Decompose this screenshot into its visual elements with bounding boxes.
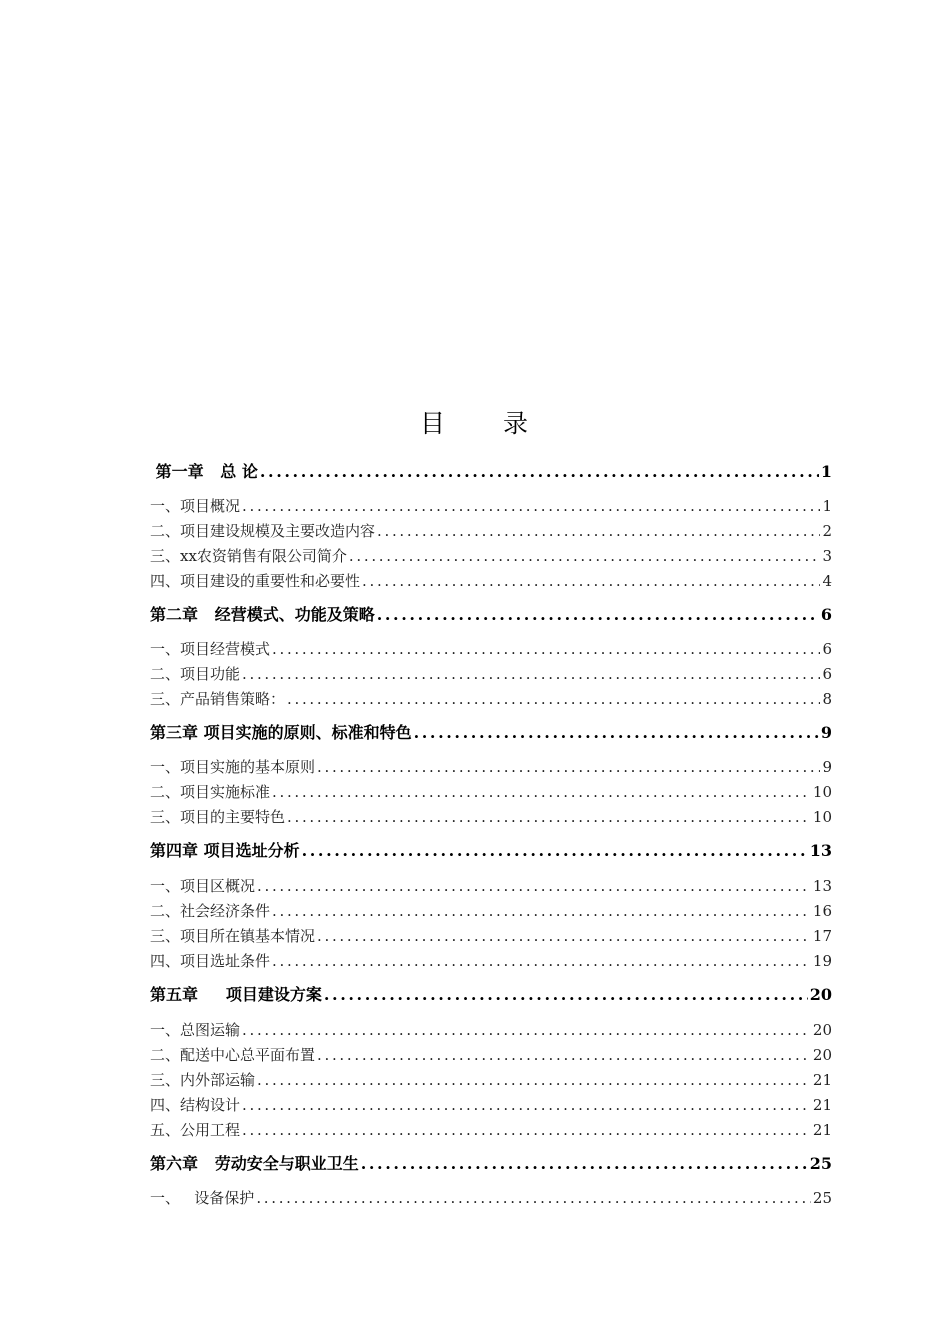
toc-leader-dots [287,687,820,711]
toc-entry-label: 一、项目实施的基本原则 [150,758,316,776]
toc-title-part2: 录 [503,409,531,438]
toc-page-number: 1 [820,462,832,481]
toc-title-part1: 目 [419,409,447,438]
toc-section-entry[interactable] [150,1068,832,1092]
toc-section-entry[interactable] [150,755,832,779]
toc-section-entry[interactable] [150,569,832,593]
toc-entry-label: 二、配送中心总平面布置 [150,1046,316,1064]
toc-leader-dots [242,662,820,686]
toc-page-number: 20 [812,1046,832,1064]
toc-entry-label: 三、xx农资销售有限公司简介 [150,547,347,565]
toc-leader-dots [272,899,811,923]
toc-entry-label: 一、 设备保护 [150,1189,255,1207]
toc-section-entry[interactable] [150,1043,832,1067]
toc-entry-label: 第六章 劳动安全与职业卫生 [150,1154,359,1173]
toc-leader-dots [272,637,820,661]
toc-section-entry[interactable] [150,1018,832,1042]
toc-entry-label: 四、项目建设的重要性和必要性 [150,572,361,590]
toc-leader-dots [414,721,819,745]
toc-section-entry[interactable] [150,805,832,829]
toc-entry-label: 一、项目区概况 [150,877,256,895]
toc-chapter-entry[interactable] [150,839,832,863]
toc-page-number: 20 [809,985,832,1004]
toc-entry-label: 第一章 总 论 [150,462,258,481]
toc-page-number: 6 [822,640,832,658]
toc-entry-label: 第三章 项目实施的原则、标准和特色 [150,723,412,742]
toc-page-number: 9 [820,723,832,742]
toc-entry-label: 二、社会经济条件 [150,902,271,920]
toc-leader-dots [242,1093,811,1117]
toc-page-number: 13 [812,877,832,895]
toc-entry-label: 三、项目的主要特色 [150,808,286,826]
toc-leader-dots [317,755,820,779]
toc-leader-dots [242,1118,811,1142]
toc-leader-dots [242,494,820,518]
toc-page-number: 16 [812,902,832,920]
toc-entry-label: 一、总图运输 [150,1021,241,1039]
toc-leader-dots [349,544,821,568]
toc-leader-dots [272,949,811,973]
toc-entry-label: 第二章 经营模式、功能及策略 [150,605,375,624]
toc-leader-dots [257,874,811,898]
toc-section-entry[interactable] [150,1093,832,1117]
toc-page-number: 6 [822,665,832,683]
toc-page-number: 19 [812,952,832,970]
toc-entry-label: 五、公用工程 [150,1121,241,1139]
toc-chapter-entry[interactable] [150,603,832,627]
toc-leader-dots [242,1018,811,1042]
toc-page-number: 3 [822,547,832,565]
toc-page-number: 25 [812,1189,832,1207]
toc-leader-dots [272,780,811,804]
toc-entry-label: 二、项目建设规模及主要改造内容 [150,522,376,540]
toc-page-number: 10 [812,783,832,801]
toc-page-number: 6 [820,605,832,624]
toc-entry-label: 一、项目经营模式 [150,640,271,658]
toc-section-entry[interactable] [150,1118,832,1142]
toc-leader-dots [302,839,808,863]
toc-entry-label: 二、项目功能 [150,665,241,683]
toc-leader-dots [317,924,811,948]
toc-section-entry[interactable] [150,924,832,948]
toc-page-number: 8 [822,690,832,708]
toc-chapter-entry[interactable] [150,460,832,484]
toc-page-number: 25 [809,1154,832,1173]
toc-leader-dots [287,805,811,829]
toc-entry-label: 四、结构设计 [150,1096,241,1114]
toc-chapter-entry[interactable] [150,721,832,745]
toc-title [0,404,950,440]
toc-section-entry[interactable] [150,519,832,543]
toc-section-entry[interactable] [150,662,832,686]
toc-entry-label: 第五章 项目建设方案 [150,985,322,1004]
toc-entry-label: 三、内外部运输 [150,1071,256,1089]
toc-section-entry[interactable] [150,494,832,518]
toc-entry-label: 三、项目所在镇基本情况 [150,927,316,945]
toc-page-number: 1 [822,497,832,515]
toc-leader-dots [317,1043,811,1067]
toc-leader-dots [362,569,820,593]
toc-page-number: 13 [809,841,832,860]
toc-chapter-entry[interactable] [150,1152,832,1176]
toc-chapter-entry[interactable] [150,983,832,1007]
toc-page-number: 17 [812,927,832,945]
toc-page-number: 2 [822,522,832,540]
toc-page-number: 21 [812,1121,832,1139]
toc-entry-label: 二、项目实施标准 [150,783,271,801]
toc-section-entry[interactable] [150,687,832,711]
toc-page-number: 20 [812,1021,832,1039]
toc-leader-dots [260,460,819,484]
toc-page-number: 4 [822,572,832,590]
toc-leader-dots [377,603,819,627]
toc-leader-dots [257,1068,811,1092]
toc-section-entry[interactable] [150,637,832,661]
toc-entry-label: 四、项目选址条件 [150,952,271,970]
toc-section-entry[interactable] [150,544,832,568]
toc-entry-label: 一、项目概况 [150,497,241,515]
toc-section-entry[interactable] [150,1186,832,1210]
toc-page-number: 9 [822,758,832,776]
toc-section-entry[interactable] [150,874,832,898]
toc-leader-dots [361,1152,808,1176]
toc-entry-label: 第四章 项目选址分析 [150,841,300,860]
toc-page-number: 10 [812,808,832,826]
toc-entry-label: 三、产品销售策略： [150,690,286,708]
toc-page-number: 21 [812,1071,832,1089]
toc-page-number: 21 [812,1096,832,1114]
toc-section-entry[interactable] [150,899,832,923]
toc-leader-dots [377,519,820,543]
toc-section-entry[interactable] [150,949,832,973]
toc-leader-dots [324,983,808,1007]
toc-leader-dots [256,1186,811,1210]
toc-section-entry[interactable] [150,780,832,804]
